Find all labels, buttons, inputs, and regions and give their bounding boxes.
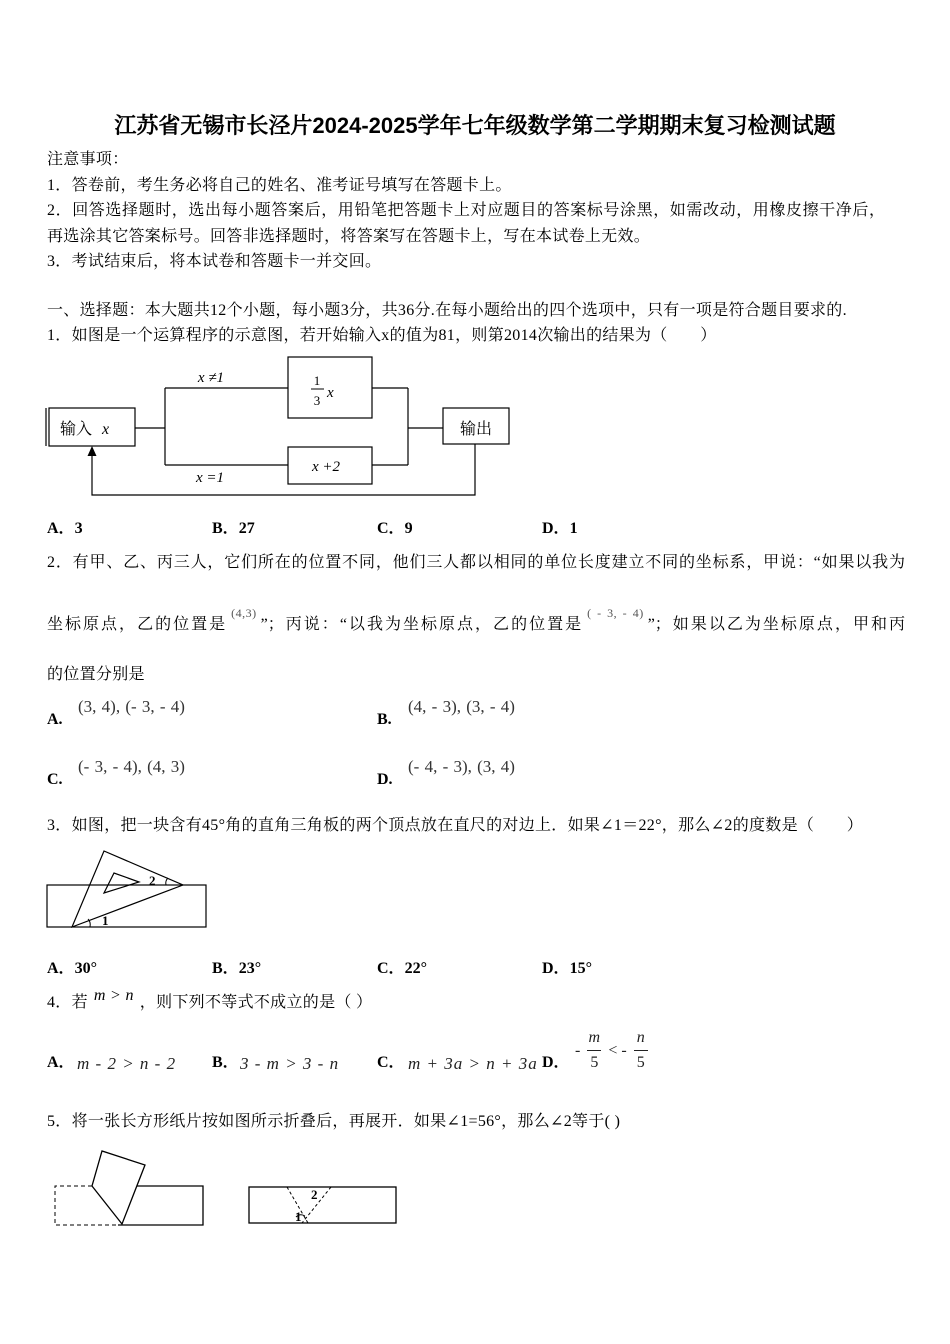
unfolded-strip <box>249 1187 396 1223</box>
input-variable: x <box>102 421 110 438</box>
q2-option-b-label: B. <box>377 711 392 728</box>
fraction-bar <box>587 1050 601 1051</box>
q4-option-c-math: m + 3a > n + 3a <box>408 1054 538 1073</box>
q3-option-a <box>47 959 97 979</box>
option-label: A． <box>47 520 75 537</box>
fraction-numerator: m <box>588 1029 601 1046</box>
notice-item-2-line-1: 2．回答选择题时，选出每小题答案后，用铅笔把答题卡上对应题目的答案标号涂黑，如需改动，用橡皮擦干净后， <box>47 202 885 219</box>
input-word: 输入 <box>60 421 93 438</box>
notice-item-2-line-2: 再选涂其它答案标号。回答非选择题时，将答案写在答题卡上，写在本试卷上无效。 <box>47 228 651 245</box>
q2-coordinate-a: (4,3) <box>231 606 257 620</box>
option-text: 27 <box>238 520 255 537</box>
q2-coordinate-b: ( - 3, - 4) <box>587 606 644 620</box>
q2-option-a-label: A. <box>47 711 63 728</box>
fraction-numerator: n <box>636 1029 645 1046</box>
option-text: 9 <box>404 520 413 537</box>
option-text: 23° <box>238 960 262 977</box>
add-operation-label: x +2 <box>311 459 341 475</box>
option-label: C． <box>377 520 405 537</box>
strip-remaining-part <box>118 1186 203 1225</box>
folded-flap <box>92 1151 145 1224</box>
q1-option-a <box>47 519 83 539</box>
option-text: 1 <box>569 520 578 537</box>
option-text: 30° <box>74 960 97 977</box>
q2-stem-line-1: 2．有甲、乙、丙三人，它们所在的位置不同，他们三人都以相同的单位长度建立不同的坐标系，甲说：“如果以我为 <box>47 554 905 571</box>
triangle-inner <box>104 873 139 893</box>
q2-text-segment: ”；如果以乙为坐标原点，甲和丙 <box>647 616 905 633</box>
q1-flowchart <box>0 350 520 500</box>
angle-2-arc <box>166 878 168 885</box>
q4-option-c-label: C． <box>377 1054 405 1071</box>
q2-option-d-label: D. <box>377 771 393 788</box>
fraction-m-over-5 <box>587 1029 601 1072</box>
notice-heading: 注意事项： <box>47 151 129 168</box>
q1-option-d <box>542 519 578 539</box>
condition-top-label: x ≠1 <box>197 370 225 386</box>
q4-option-a-label: A． <box>47 1054 75 1071</box>
flowchart-feedback-loop <box>92 444 475 495</box>
fraction-numerator: 1 <box>313 373 321 388</box>
q4-option-b-label: B． <box>212 1054 239 1071</box>
q2-option-c-math: (- 3, - 4), (4, 3) <box>78 757 185 776</box>
q3-option-b <box>212 959 261 979</box>
minus-sign: - <box>575 1041 581 1059</box>
fraction-bar <box>634 1050 648 1051</box>
q4-stem-suffix: ，则下列不等式不成立的是（ ） <box>139 994 373 1011</box>
exam-title: 江苏省无锡市长泾片2024-2025学年七年级数学第二学期期末复习检测试题 <box>114 113 836 138</box>
q2-text-segment: ”；丙说：“以我为坐标原点，乙的位置是 <box>260 616 584 633</box>
q2-option-a-math: (3, 4), (- 3, - 4) <box>78 697 185 716</box>
q2-option-d-math: (- 4, - 3), (3, 4) <box>408 757 515 776</box>
angle-1-label: 1 <box>295 1209 302 1224</box>
q2-option-c-label: C. <box>47 771 63 788</box>
q4-option-a-math: m - 2 > n - 2 <box>77 1054 177 1073</box>
notice-item-1: 1．答卷前，考生务必将自己的姓名、准考证号填写在答题卡上。 <box>47 177 512 194</box>
q1-stem: 1．如图是一个运算程序的示意图，若开始输入x的值为81，则第2014次输出的结果为（ ） <box>47 327 717 344</box>
fraction-n-over-5 <box>634 1029 648 1072</box>
q4-option-d-label: D． <box>542 1054 570 1071</box>
less-than-minus: < - <box>608 1041 627 1059</box>
triangle-outer <box>72 851 183 927</box>
q3-option-c <box>377 959 427 979</box>
fraction-variable: x <box>327 385 334 401</box>
angle-2-label: 2 <box>311 1187 318 1202</box>
q3-stem: 3．如图，把一块含有45°角的直角三角板的两个顶点放在直尺的对边上．如果∠1＝22°，那么∠2的度数是（ ） <box>47 817 864 834</box>
fraction-denominator: 5 <box>590 1054 599 1071</box>
q4-option-d-expression <box>573 1029 653 1072</box>
q3-ruler-triangle-figure <box>40 845 220 935</box>
fraction-denominator: 3 <box>313 393 321 408</box>
condition-bottom-label: x =1 <box>195 470 225 486</box>
q4-option-b-math: 3 - m > 3 - n <box>240 1054 340 1073</box>
q1-option-b <box>212 519 255 539</box>
fraction-denominator: 5 <box>636 1054 645 1071</box>
angle-2-label: 2 <box>149 873 156 888</box>
option-label: C． <box>377 960 405 977</box>
q4-stem-math: m > n <box>93 987 134 1004</box>
flowchart-input-label <box>60 420 109 438</box>
q3-option-d <box>542 959 592 979</box>
option-label: D． <box>542 960 570 977</box>
q2-stem-line-2 <box>47 606 905 635</box>
option-label: B． <box>212 960 239 977</box>
q5-stem: 5．将一张长方形纸片按如图所示折叠后，再展开．如果∠1=56°，那么∠2等于( ) <box>47 1113 621 1130</box>
q4-stem-prefix: 4．若 <box>47 994 88 1011</box>
q2-stem-line-3: 的位置分别是 <box>47 666 145 683</box>
feedback-arrow-icon <box>88 446 97 456</box>
flowchart-output-label: 输出 <box>459 421 493 438</box>
option-text: 15° <box>569 960 592 977</box>
option-label: A． <box>47 960 75 977</box>
q4-stem <box>47 987 373 1013</box>
option-label: B． <box>212 520 239 537</box>
q2-text-segment: 坐标原点，乙的位置是 <box>47 616 228 633</box>
q2-option-b-math: (4, - 3), (3, - 4) <box>408 697 515 716</box>
angle-1-label: 1 <box>102 913 109 928</box>
q1-option-c <box>377 519 413 539</box>
option-text: 22° <box>404 960 427 977</box>
folded-original-outline-dashed <box>55 1186 118 1225</box>
notice-item-3: 3．考试结束后，将本试卷和答题卡一并交回。 <box>47 253 382 270</box>
option-text: 3 <box>74 520 83 537</box>
q5-folding-figure <box>50 1145 405 1233</box>
option-label: D． <box>542 520 570 537</box>
section-heading: 一、选择题：本大题共12个小题，每小题3分，共36分.在每小题给出的四个选项中，只有一项是符合题目要求的. <box>47 302 847 319</box>
